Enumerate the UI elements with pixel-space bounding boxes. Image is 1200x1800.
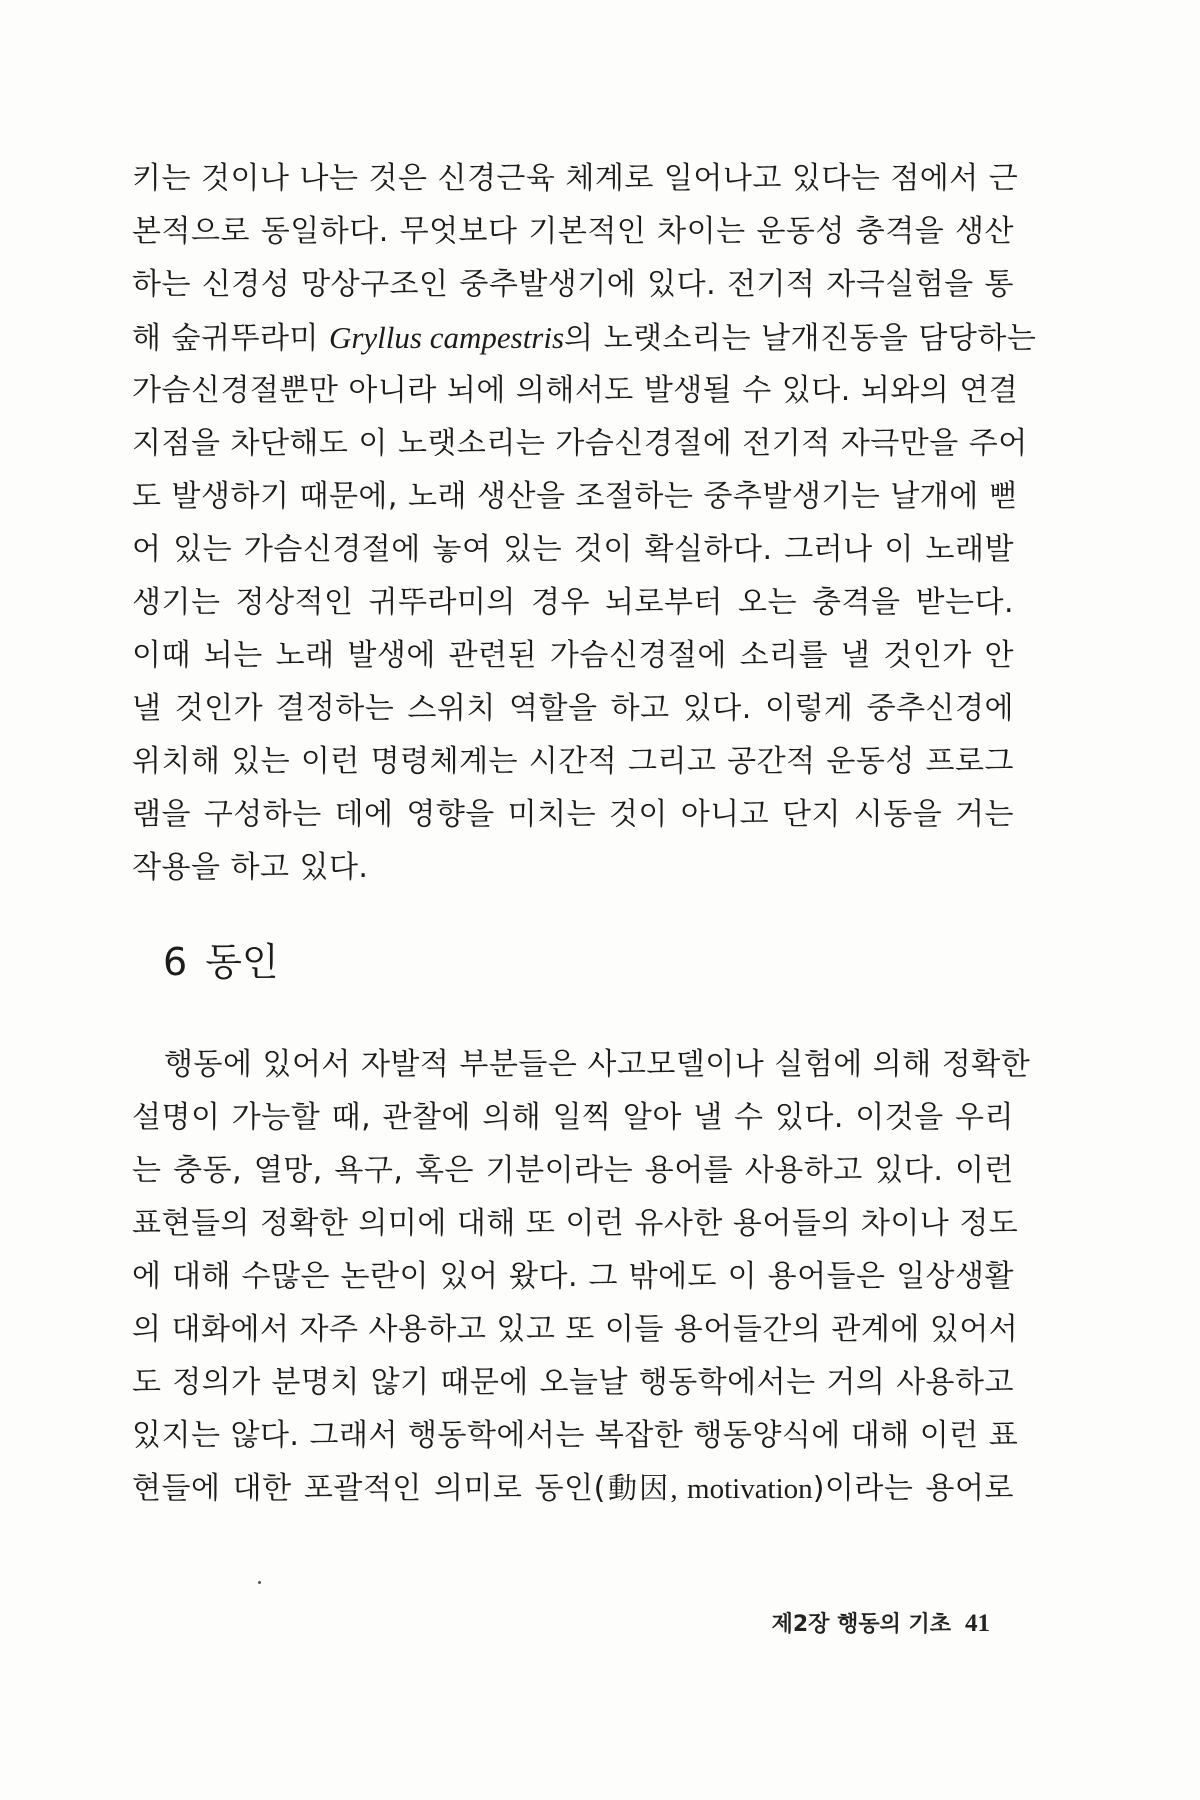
running-footer — [772, 1607, 990, 1638]
text-line — [132, 1462, 1014, 1515]
text-line: 생기는 정상적인 귀뚜라미의 경우 뇌로부터 오는 충격을 받는다. — [132, 585, 1014, 620]
page-number: 41 — [965, 1610, 990, 1637]
text-line: 하는 신경성 망상구조인 중추발생기에 있다. 전기적 자극실험을 통 — [132, 267, 1014, 302]
text-fragment: 의 노랫소리는 날개진동을 담당하는 — [564, 321, 1037, 356]
section-number: 6 — [163, 940, 188, 984]
text-line: 도 발생하기 때문에, 노래 생산을 조절하는 중추발생기는 날개에 뻗 — [132, 479, 1019, 514]
text-line: 지점을 차단해도 이 노랫소리는 가슴신경절에 전기적 자극만을 주어 — [132, 426, 1028, 461]
text-line: 가슴신경절뿐만 아니라 뇌에 의해서도 발생될 수 있다. 뇌와의 연결 — [132, 373, 1019, 408]
text-line: 낼 것인가 결정하는 스위치 역할을 하고 있다. 이렇게 중추신경에 — [132, 691, 1014, 726]
text-line: 어 있는 가슴신경절에 놓여 있는 것이 확실하다. 그러나 이 노래발 — [132, 532, 1014, 567]
text-line: 키는 것이나 나는 것은 신경근육 체계로 일어나고 있다는 점에서 근 — [132, 161, 1019, 196]
body-paragraph — [132, 152, 1037, 894]
text-line: 에 대해 수많은 논란이 있어 왔다. 그 밖에도 이 용어들은 일상생활 — [132, 1259, 1014, 1294]
text-line: 표현들의 정확한 의미에 대해 또 이런 유사한 용어들의 차이나 정도 — [132, 1206, 1019, 1241]
text-line: 위치해 있는 이런 명령체계는 시간적 그리고 공간적 운동성 프로그 — [132, 744, 1014, 779]
text-line: 있지는 않다. 그래서 행동학에서는 복잡한 행동양식에 대해 이런 표 — [132, 1418, 1019, 1453]
body-paragraph — [132, 1038, 1031, 1515]
text-line: 도 정의가 분명치 않기 때문에 오늘날 행동학에서는 거의 사용하고 — [132, 1365, 1014, 1400]
text-line — [132, 311, 1037, 364]
text-fragment: 현들에 대한 포괄적인 의미로 동인( — [132, 1471, 606, 1506]
scan-speck — [258, 1581, 261, 1584]
text-line: 램을 구성하는 데에 영향을 미치는 것이 아니고 단지 시동을 거는 — [132, 797, 1014, 832]
text-line: 의 대화에서 자주 사용하고 있고 또 이들 용어들간의 관계에 있어서 — [132, 1312, 1019, 1347]
section-heading — [163, 935, 279, 989]
text-line: 본적으로 동일하다. 무엇보다 기본적인 차이는 운동성 충격을 생산 — [132, 214, 1014, 249]
text-line: 작용을 하고 있다. — [132, 850, 369, 885]
section-title: 동인 — [205, 940, 279, 984]
text-fragment: )이라는 용어로 — [812, 1471, 1014, 1506]
text-line: 설명이 가능할 때, 관찰에 의해 일찍 알아 낼 수 있다. 이것을 우리 — [132, 1100, 1014, 1135]
text-line: 행동에 있어서 자발적 부분들은 사고모델이나 실험에 의해 정확한 — [164, 1047, 1031, 1082]
text-fragment: 해 숲귀뚜라미 — [132, 321, 319, 356]
term-gloss: 動因, motivation — [605, 1473, 813, 1505]
chapter-title: 제2장 행동의 기초 — [771, 1612, 951, 1637]
text-line: 이때 뇌는 노래 발생에 관련된 가슴신경절에 소리를 낼 것인가 안 — [132, 638, 1014, 673]
species-name: Gryllus campestris — [328, 320, 565, 355]
text-line: 는 충동, 열망, 욕구, 혹은 기분이라는 용어를 사용하고 있다. 이런 — [132, 1153, 1014, 1188]
